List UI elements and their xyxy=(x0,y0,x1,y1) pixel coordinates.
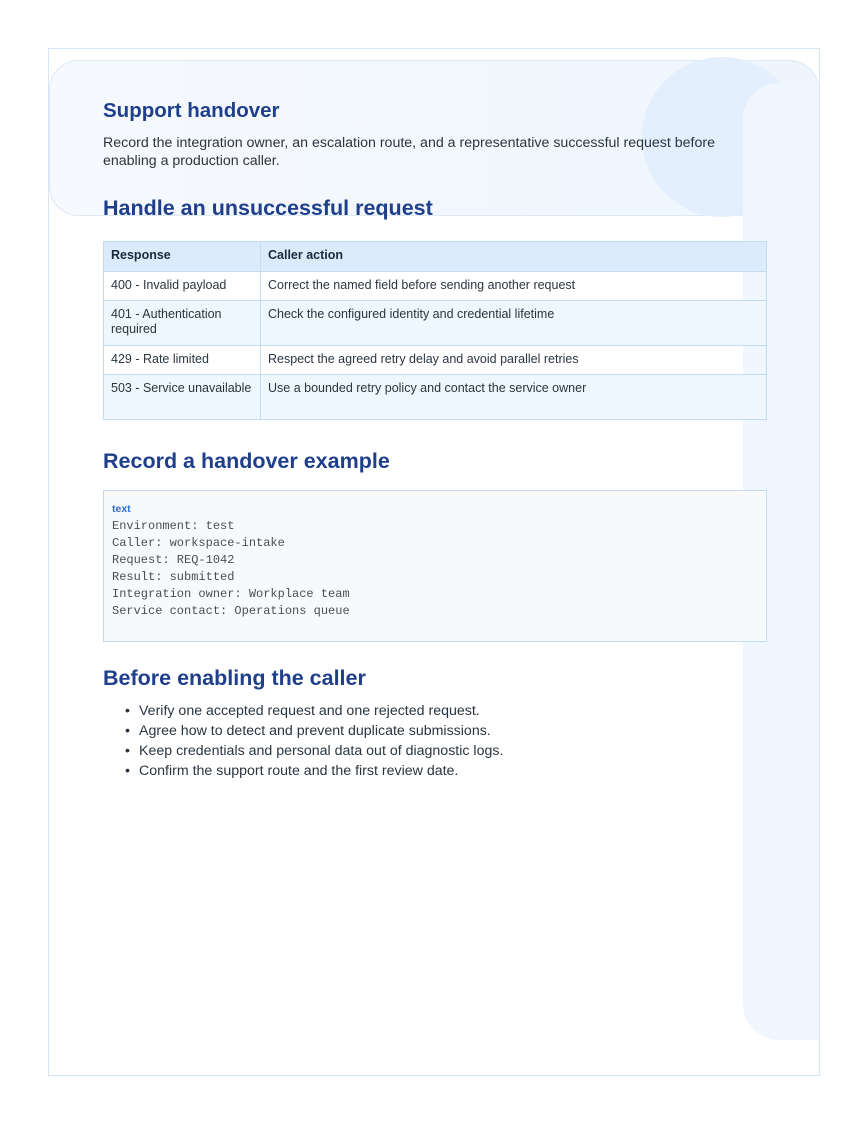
code-line: Service contact: Operations queue xyxy=(112,604,350,618)
list-item xyxy=(123,741,763,761)
list-item xyxy=(123,701,763,721)
caller-action-cell: Use a bounded retry policy and contact the service owner xyxy=(261,375,767,420)
checklist xyxy=(123,701,763,781)
bullet-icon: • xyxy=(125,763,130,779)
bullet-icon: • xyxy=(125,743,130,759)
caller-action-cell: Check the configured identity and credential lifetime xyxy=(261,301,767,346)
before-enabling-heading: Before enabling the caller xyxy=(103,666,366,690)
code-block xyxy=(103,490,767,642)
bullet-icon: • xyxy=(125,723,130,739)
list-item xyxy=(123,721,763,741)
support-handover-text: Record the integration owner, an escalation route, and a representative successful request before enabling a production caller. xyxy=(103,135,716,169)
caller-action-cell: Correct the named field before sending another request xyxy=(261,272,767,301)
code-line: Integration owner: Workplace team xyxy=(112,587,350,601)
list-item-text: Confirm the support route and the first review date. xyxy=(139,763,459,779)
list-item xyxy=(123,761,763,781)
list-item-text: Agree how to detect and prevent duplicate submissions. xyxy=(139,723,491,739)
response-cell: 401 - Authentication required xyxy=(104,301,261,346)
code-language-label: text xyxy=(112,503,131,515)
support-handover-heading: Support handover xyxy=(103,99,280,122)
table-row xyxy=(104,272,767,301)
handover-example-heading: Record a handover example xyxy=(103,449,390,473)
unsuccessful-request-heading: Handle an unsuccessful request xyxy=(103,196,433,220)
table-row xyxy=(104,346,767,375)
caller-action-cell: Respect the agreed retry delay and avoid parallel retries xyxy=(261,346,767,375)
code-content xyxy=(112,518,350,620)
table-header-row xyxy=(104,242,767,272)
document-page xyxy=(48,48,820,1076)
code-line: Environment: test xyxy=(112,519,235,533)
response-cell: 429 - Rate limited xyxy=(104,346,261,375)
code-line: Result: submitted xyxy=(112,570,235,584)
response-table xyxy=(103,241,767,420)
response-cell: 503 - Service unavailable xyxy=(104,375,261,420)
table-row xyxy=(104,301,767,346)
table-row xyxy=(104,375,767,420)
column-header-response: Response xyxy=(104,242,261,272)
code-line: Caller: workspace-intake xyxy=(112,536,285,550)
list-item-text: Keep credentials and personal data out of diagnostic logs. xyxy=(139,743,504,759)
bullet-icon: • xyxy=(125,703,130,719)
code-line: Request: REQ-1042 xyxy=(112,553,235,567)
response-cell: 400 - Invalid payload xyxy=(104,272,261,301)
column-header-caller-action: Caller action xyxy=(261,242,767,272)
list-item-text: Verify one accepted request and one rejected request. xyxy=(139,703,480,719)
